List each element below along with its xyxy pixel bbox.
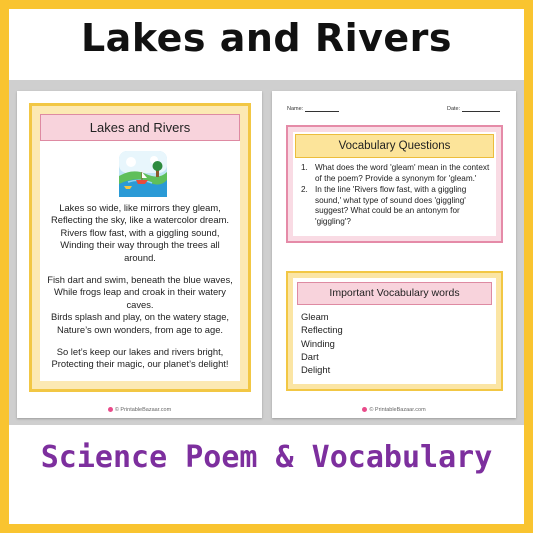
poem-line: Rivers flow fast, with a giggling sound, bbox=[60, 226, 220, 238]
vocabulary-word: Delight bbox=[301, 364, 331, 376]
printablebazaar-logo-icon bbox=[362, 407, 367, 412]
vocabulary-word: Reflecting bbox=[301, 324, 343, 336]
poem-title: Lakes and Rivers bbox=[40, 114, 240, 141]
vocabulary-word: Gleam bbox=[301, 311, 329, 322]
subtitle-ampersand: & bbox=[275, 440, 294, 475]
question-list bbox=[301, 163, 490, 229]
footer-text: © PrintableBazaar.com bbox=[369, 407, 426, 413]
poem-line: Protecting their magic, our planet’s delight! bbox=[51, 358, 229, 370]
vocabulary-words-card bbox=[286, 271, 503, 391]
poem-line: Birds splash and play, on the watery stage, bbox=[50, 311, 230, 323]
poem-line: Reflecting the sky, like a watercolor dream. bbox=[50, 214, 230, 226]
date-field[interactable] bbox=[447, 106, 500, 112]
vocabulary-word: Dart bbox=[301, 350, 319, 362]
vocabulary-word: Winding bbox=[301, 337, 335, 349]
poem-line: Winding their way through the trees all around. bbox=[60, 239, 220, 263]
poem-line: While frogs leap and croak in their watery caves. bbox=[54, 286, 226, 310]
lake-river-landscape-icon bbox=[118, 150, 168, 198]
subtitle-word-science: Science bbox=[40, 440, 168, 475]
vocabulary-word-list bbox=[301, 310, 343, 376]
poem-stanza bbox=[44, 202, 236, 264]
poem-card-inner bbox=[40, 114, 240, 381]
poem-stanza bbox=[44, 346, 236, 371]
name-line bbox=[305, 111, 339, 112]
printablebazaar-logo-icon bbox=[108, 407, 113, 412]
poem-page bbox=[17, 91, 262, 418]
date-line bbox=[462, 111, 500, 112]
footer-text: © PrintableBazaar.com bbox=[114, 407, 172, 413]
question-number: 1. bbox=[301, 163, 308, 172]
poem-page-footer bbox=[17, 407, 262, 413]
poem-line: So let’s keep our lakes and rivers bright, bbox=[56, 346, 224, 358]
poem-stanza bbox=[44, 274, 236, 336]
date-label: Date: bbox=[447, 106, 461, 112]
page-title: Lakes and Rivers bbox=[80, 16, 453, 60]
vocabulary-questions-inner bbox=[293, 132, 496, 236]
vocabulary-questions-card bbox=[286, 125, 503, 243]
poem-line: Lakes so wide, like mirrors they gleam, bbox=[59, 202, 221, 213]
poem-line: Fish dart and swim, beneath the blue waves, bbox=[47, 274, 233, 286]
question-item bbox=[301, 185, 490, 227]
name-field[interactable] bbox=[287, 106, 339, 112]
product-subtitle bbox=[0, 440, 533, 475]
vocabulary-questions-title: Vocabulary Questions bbox=[295, 134, 494, 158]
subtitle-word-poem: Poem bbox=[185, 440, 258, 475]
poem-card bbox=[29, 103, 251, 392]
subtitle-word-vocabulary: Vocabulary bbox=[311, 440, 493, 475]
poem-line: Nature’s own wonders, from age to age. bbox=[56, 323, 224, 335]
question-item bbox=[301, 163, 490, 184]
vocabulary-words-title: Important Vocabulary words bbox=[297, 282, 492, 305]
question-text: What does the word 'gleam' mean in the context of the poem? Provide a synonym for 'gleam.' bbox=[315, 163, 490, 183]
question-text: In the line 'Rivers flow fast, with a giggling sound,' what type of sound does 'giggling' suggest? What could be an antonym for 'giggling'? bbox=[315, 185, 467, 226]
poem-body bbox=[44, 202, 236, 381]
worksheet-page bbox=[272, 91, 516, 418]
question-number: 2. bbox=[301, 185, 308, 195]
vocabulary-words-inner bbox=[293, 278, 496, 384]
name-label: Name: bbox=[287, 106, 304, 112]
worksheet-page-footer bbox=[272, 407, 516, 413]
